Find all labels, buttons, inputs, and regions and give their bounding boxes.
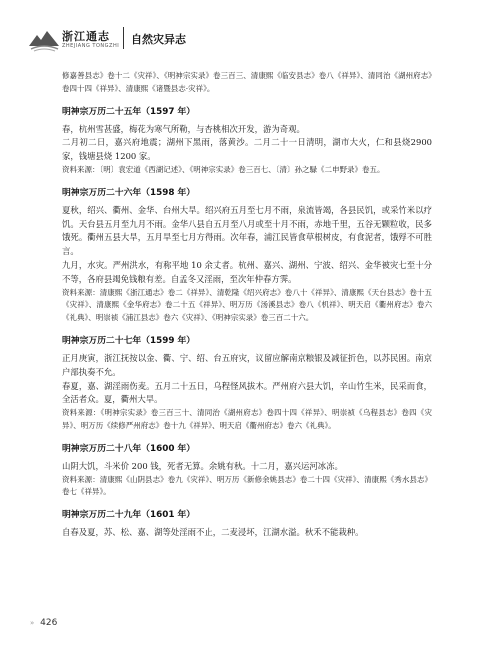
page-number: 426 [40,618,58,628]
paragraph: 九月，水灾。严州洪水，有称平地 10 余丈者。杭州、嘉兴、湖州、宁波、绍兴、金华被灾七至十分不等，各府县竭免钱粮有差。自孟冬又淫雨，至次年仲春方霁。 [62,259,432,284]
paragraph: 山阴大饥，斗米价 200 钱，死者无算。余姚有秋。十二月，嘉兴运河冰冻。 [62,460,343,471]
paragraph: 正月庚寅，浙江抚按以金、衢、宁、绍、台五府灾，议留应解南京粮银及减征折色，以苏民困。南京户部执奏不允。 [62,352,432,377]
year-heading: 明神宗万历二十八年（1600 年） [62,443,196,454]
source-note: 资料来源：《明神宗实录》卷三百三十、清同治《湖州府志》卷四十四《祥异》、明崇祯《乌程县志》卷四《灾异》、明万历《续修严州府志》卷十九《祥异》、明天启《衢州府志》卷六《礼典》。 [62,408,432,430]
page-header [0,22,480,66]
source-note: 资料来源：清康熙《山阴县志》卷九《灾祥》、明万历《新修余姚县志》卷二十四《灾祥》、清康熙《秀水县志》卷七《祥异》。 [62,474,432,497]
year-heading: 明神宗万历二十六年（1598 年） [62,187,196,198]
main-content [62,70,432,540]
source-note: 资料来源：〔明〕袁宏道《西湖记述》、《明神宗实录》卷三百七、〔清〕孙之騄《二申野录》卷五。 [62,164,385,174]
mountain-logo-icon [28,26,60,52]
logo [28,26,128,56]
paragraph: 夏秋，绍兴、衢州、金华、台州大旱。绍兴府五月至七月不雨，泉流皆竭，各县民饥，或采竹米以疗饥。天台县五月至九月不雨。金华八县自五月至八月或至十月不雨，赤地千里，五谷无颗粒收，民多饿死。衢州五县大旱，五月旱至七月方得雨。次年春，浦江民皆食草根树皮，有食泥者，饿殍不可胜言。 [62,204,432,257]
paragraph: 春，杭州雪甚盛，梅花为寒气所勒，与杏桃相次开发，游为奇观。 [62,123,305,134]
header-divider [123,27,124,49]
year-heading: 明神宗万历二十五年（1597 年） [62,106,196,117]
page-footer [30,618,57,628]
carry-over-source: 修嘉善县志》卷十二《灾祥》、《明神宗实录》卷三百三、清康熙《临安县志》卷八《祥异》、清同治《湖州府志》卷四十四《祥异》、清康熙《诸暨县志·灾祥》。 [62,71,432,93]
paragraph: 自春及夏，苏、松、嘉、湖等处淫雨不止，二麦浸坏，江湖水溢。秋禾不能栽种。 [62,527,364,538]
logo-title: 浙江通志 [62,30,110,43]
year-heading: 明神宗万历二十七年（1599 年） [62,335,196,346]
section-title: 自然灾异志 [131,33,186,46]
source-note: 资料来源：清康熙《浙江通志》卷二《祥异》、清乾隆《绍兴府志》卷八十《祥异》、清康熙《天台县志》卷十五《灾祥》、清康熙《金华府志》卷二十五《祥异》、明万历《汤溪县志》卷八《机祥》、明天启《衢州府志》卷六《礼典》、明崇祯《浦江县志》卷六《灾祥》、《明神宗实录》卷三百二十六。 [62,287,432,323]
year-heading: 明神宗万历二十九年（1601 年） [62,510,196,521]
paragraph: 二月初二日，嘉兴府地震；湖州下黑雨，落黄沙。二月二十一日清明，湖市大火，仁和县烧2900 家，钱塘县烧 1200 家。 [62,137,432,162]
double-arrow-icon: » [30,619,35,627]
logo-subtitle: ZHEJIANG TONGZHI [62,43,120,49]
paragraph: 春夏，嘉、湖淫雨伤麦。五月二十五日，乌程怪风拔木。严州府六县大饥，辛山竹生米，民采而食，全活者众。夏，衢州大旱。 [62,380,432,405]
